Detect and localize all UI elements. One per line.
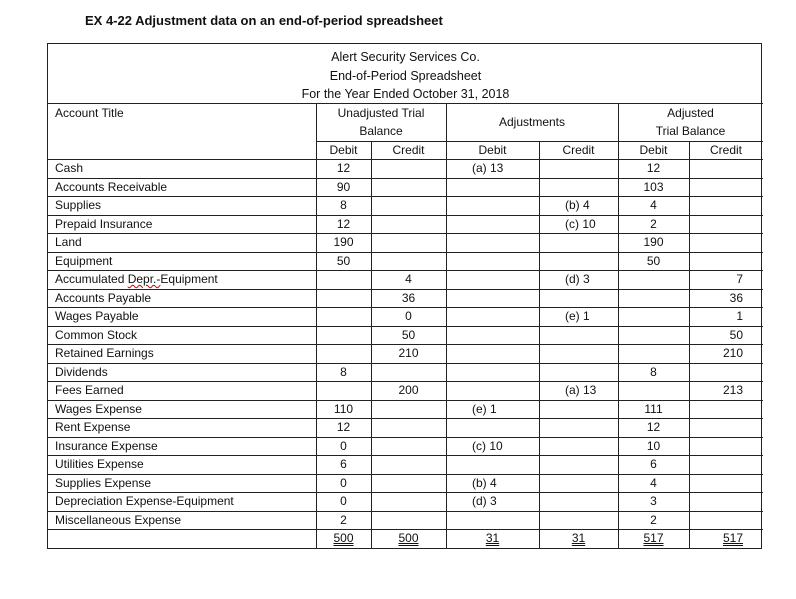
amount-cell	[565, 326, 618, 345]
amount-cell: 10	[646, 438, 661, 453]
amount-cell	[689, 363, 743, 382]
amount-cell: 110	[333, 401, 354, 416]
account-name: Wages Payable	[55, 309, 139, 323]
amount-cell	[371, 215, 446, 234]
amount-cell	[472, 178, 539, 197]
amount-cell: 4	[405, 272, 412, 286]
amount-cell	[371, 159, 446, 178]
rule-col	[539, 141, 540, 549]
amount-cell: 12	[646, 161, 661, 175]
amount-cell: 0	[340, 475, 347, 490]
amount-cell: (e) 1	[472, 401, 497, 416]
amount-cell	[565, 400, 618, 419]
amount-cell: 0	[340, 438, 347, 453]
account-name: Supplies Expense	[55, 475, 152, 490]
amount-cell	[689, 455, 743, 474]
amount-cell	[618, 381, 689, 400]
amount-cell	[689, 418, 743, 437]
amount-cell	[565, 511, 618, 530]
debit-header: Debit	[478, 143, 507, 157]
amount-cell: 50	[336, 253, 351, 268]
amount-cell: 50	[401, 327, 416, 342]
amount-cell: 8	[340, 364, 347, 379]
amount-cell	[565, 344, 618, 363]
amount-cell	[689, 437, 743, 456]
amount-cell: 50	[729, 327, 743, 342]
account-name: Fees Earned	[55, 383, 124, 397]
amount-cell: (d) 3	[565, 272, 590, 286]
amount-cell	[565, 178, 618, 197]
amount-cell	[472, 381, 539, 400]
account-name: Land	[55, 235, 82, 249]
amount-cell: 12	[336, 161, 351, 175]
credit-header: Credit	[392, 143, 425, 157]
amount-cell	[689, 178, 743, 197]
account-name: Prepaid Insurance	[55, 216, 153, 231]
amount-cell: 190	[333, 235, 354, 249]
total-cell: 31	[485, 531, 500, 545]
amount-cell	[371, 455, 446, 474]
adjusted-header: Adjusted	[667, 106, 714, 120]
amount-cell	[371, 233, 446, 252]
amount-cell: 12	[646, 420, 661, 434]
amount-cell	[371, 492, 446, 511]
amount-cell	[565, 159, 618, 178]
report-period: For the Year Ended October 31, 2018	[301, 87, 510, 101]
account-name: Accounts Payable	[55, 290, 152, 305]
amount-cell	[565, 252, 618, 271]
account-name: Miscellaneous Expense	[55, 512, 182, 527]
amount-cell: 6	[650, 457, 657, 471]
amount-cell	[371, 511, 446, 530]
amount-cell: 190	[643, 235, 664, 249]
amount-cell: (b) 4	[565, 198, 590, 212]
adjusted-header: Trial Balance	[655, 124, 726, 138]
amount-cell: 50	[646, 253, 661, 268]
amount-cell	[472, 270, 539, 289]
account-name: Accumulated Depr.-Equipment	[55, 272, 218, 286]
amount-cell	[472, 196, 539, 215]
amount-cell	[565, 455, 618, 474]
amount-cell	[316, 289, 371, 308]
amount-cell	[689, 474, 743, 493]
amount-cell	[618, 326, 689, 345]
amount-cell	[565, 437, 618, 456]
amount-cell	[316, 270, 371, 289]
amount-cell	[689, 215, 743, 234]
amount-cell: 36	[401, 290, 416, 305]
amount-cell	[371, 178, 446, 197]
rule-col	[446, 103, 447, 549]
account-name: Common Stock	[55, 327, 138, 342]
amount-cell	[689, 196, 743, 215]
amount-cell	[371, 252, 446, 271]
account-name: Insurance Expense	[55, 438, 158, 453]
amount-cell	[316, 326, 371, 345]
amount-cell: 213	[722, 383, 743, 397]
amount-cell: 4	[650, 198, 657, 212]
amount-cell	[618, 289, 689, 308]
amount-cell	[371, 474, 446, 493]
total-cell: 517	[643, 531, 664, 545]
amount-cell	[316, 381, 371, 400]
amount-cell: 12	[336, 216, 351, 231]
amount-cell	[565, 363, 618, 382]
amount-cell: 0	[340, 494, 347, 508]
amount-cell	[689, 400, 743, 419]
amount-cell: 200	[398, 383, 419, 397]
amount-cell: 36	[729, 290, 743, 305]
amount-cell	[565, 418, 618, 437]
credit-header: Credit	[709, 143, 742, 157]
amount-cell: 1	[736, 309, 743, 323]
amount-cell: (c) 10	[565, 216, 596, 231]
debit-header: Debit	[639, 143, 668, 157]
amount-cell: 2	[650, 512, 657, 527]
amount-cell: 4	[650, 475, 657, 490]
total-cell: 500	[333, 531, 354, 545]
adjustments-header: Adjustments	[498, 115, 566, 129]
amount-cell	[472, 344, 539, 363]
amount-cell	[689, 233, 743, 252]
amount-cell	[371, 196, 446, 215]
amount-cell: 210	[722, 346, 743, 360]
report-name: End-of-Period Spreadsheet	[329, 68, 482, 83]
account-name: Wages Expense	[55, 401, 142, 416]
account-name: Depreciation Expense-Equipment	[55, 494, 234, 508]
amount-cell	[565, 233, 618, 252]
amount-cell: 7	[736, 272, 743, 286]
amount-cell: (e) 1	[565, 309, 590, 323]
amount-cell	[618, 307, 689, 326]
account-name: Rent Expense	[55, 420, 131, 434]
amount-cell	[472, 455, 539, 474]
amount-cell	[472, 252, 539, 271]
amount-cell: (a) 13	[565, 383, 597, 397]
account-name: Dividends	[55, 364, 108, 379]
amount-cell	[689, 159, 743, 178]
amount-cell	[472, 326, 539, 345]
amount-cell: 8	[340, 198, 347, 212]
amount-cell	[689, 511, 743, 530]
total-cell: 500	[398, 531, 419, 545]
amount-cell	[371, 400, 446, 419]
amount-cell	[371, 363, 446, 382]
company-name: Alert Security Services Co.	[331, 50, 480, 64]
amount-cell: 0	[405, 309, 412, 323]
amount-cell	[565, 289, 618, 308]
amount-cell: 8	[650, 364, 657, 379]
amount-cell	[472, 307, 539, 326]
amount-cell	[371, 418, 446, 437]
amount-cell: 6	[340, 457, 347, 471]
amount-cell	[565, 492, 618, 511]
amount-cell: 103	[643, 179, 664, 194]
report-header	[48, 48, 763, 104]
amount-cell	[316, 307, 371, 326]
amount-cell	[371, 437, 446, 456]
amount-cell	[472, 215, 539, 234]
amount-cell	[565, 474, 618, 493]
debit-header: Debit	[329, 143, 358, 157]
total-cell: 517	[722, 531, 743, 545]
amount-cell: 2	[340, 512, 347, 527]
account-name: Utilities Expense	[55, 457, 144, 471]
amount-cell	[618, 270, 689, 289]
account-title-header: Account Title	[55, 106, 124, 120]
amount-cell: (c) 10	[472, 438, 503, 453]
amount-cell: 111	[644, 401, 663, 416]
spreadsheet	[47, 43, 762, 549]
unadjusted-header: Unadjusted Trial	[337, 106, 425, 120]
amount-cell	[472, 511, 539, 530]
credit-header: Credit	[562, 143, 595, 157]
amount-cell	[689, 492, 743, 511]
amount-cell	[689, 252, 743, 271]
amount-cell: 12	[336, 420, 351, 434]
amount-cell: (a) 13	[472, 161, 504, 175]
amount-cell: 90	[336, 179, 351, 194]
amount-cell	[472, 363, 539, 382]
amount-cell	[472, 418, 539, 437]
amount-cell: (b) 4	[472, 475, 497, 490]
account-name: Supplies	[55, 198, 102, 212]
account-name: Accounts Receivable	[55, 179, 168, 194]
amount-cell	[618, 344, 689, 363]
amount-cell	[472, 233, 539, 252]
amount-cell: (d) 3	[472, 494, 497, 508]
amount-cell: 210	[398, 346, 419, 360]
amount-cell: 3	[650, 494, 657, 508]
account-name: Equipment	[55, 253, 113, 268]
amount-cell	[316, 344, 371, 363]
total-cell: 31	[571, 531, 586, 545]
amount-cell	[472, 289, 539, 308]
exercise-title: EX 4-22 Adjustment data on an end-of-period spreadsheet	[85, 13, 443, 28]
account-name: Cash	[55, 161, 84, 175]
unadjusted-header: Balance	[359, 124, 403, 138]
amount-cell: 2	[650, 216, 657, 231]
account-name: Retained Earnings	[55, 346, 154, 360]
